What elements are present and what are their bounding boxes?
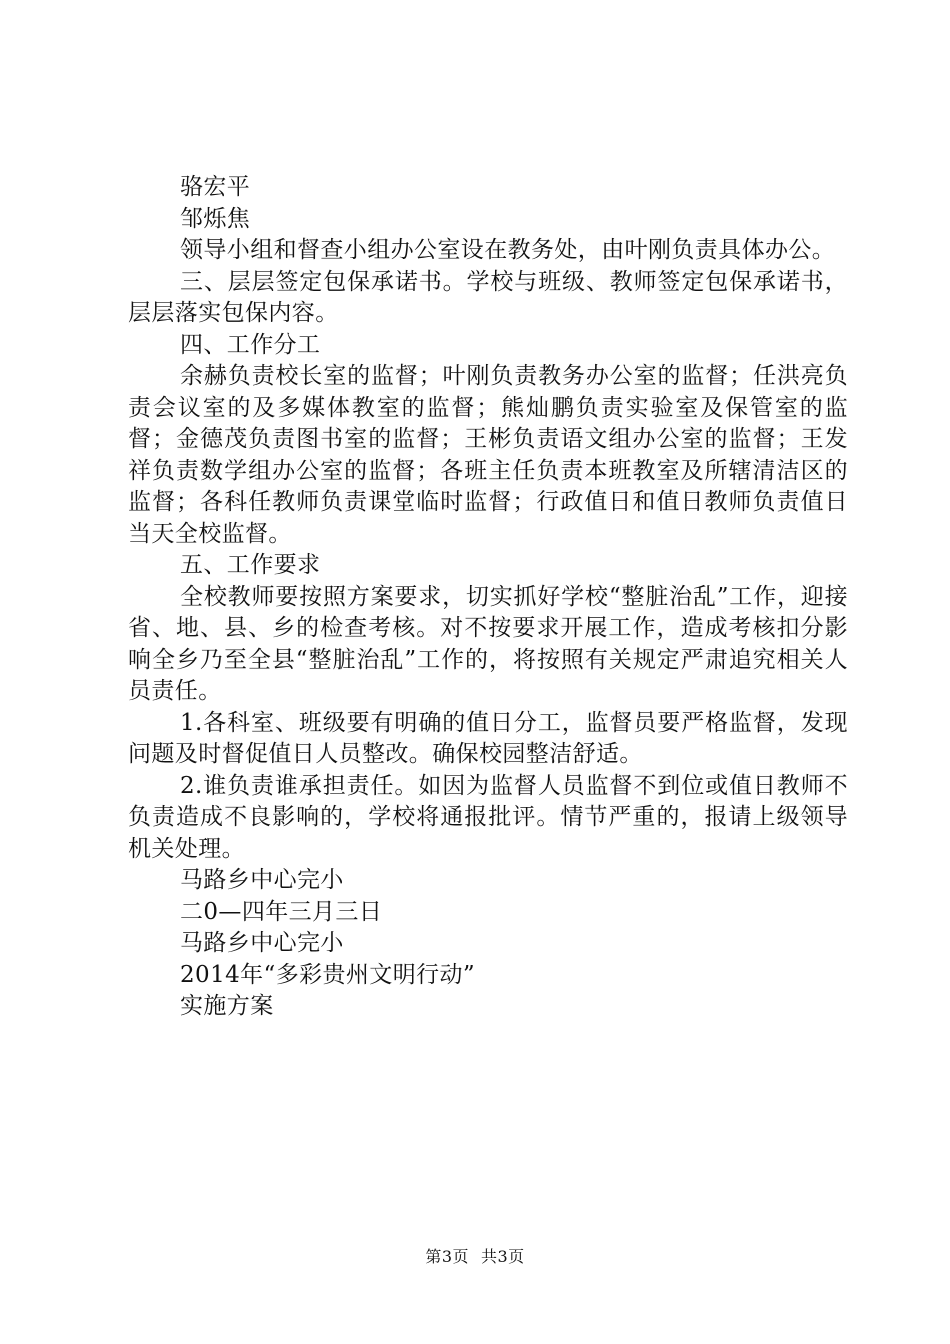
paragraph-requirement-1: 1.各科室、班级要有明确的值日分工，监督员要严格监督，发现问题及时督促值日人员整改。确保校园整洁舒适。: [128, 709, 848, 767]
page-number-current: 第3页: [425, 1247, 469, 1266]
signature-school: 马路乡中心完小: [180, 867, 344, 893]
paragraph-division-of-work: 余赫负责校长室的监督；叶刚负责教务办公室的监督；任洪亮负责会议室的及多媒体教室的监督；熊灿鹏负责实验室及保管室的监督；金德茂负责图书室的监督；王彬负责语文组办公室的监督；王发祥负责数学组办公室的监督；各班主任负责本班教室及所辖清洁区的监督；各科任教师负责课堂临时监督；行政值日和值日教师负责值日当天全校监督。: [128, 363, 848, 547]
paragraph-requirements: 全校教师要按照方案要求，切实抓好学校“整脏治乱”工作，迎接省、地、县、乡的检查考核。对不按要求开展工作，造成考核扣分影响全乡乃至全县“整脏治乱”工作的，将按照有关规定严肃追究相关人员责任。: [128, 583, 848, 704]
paragraph-section-3: 三、层层签定包保承诺书。学校与班级、教师签定包保承诺书，层层落实包保内容。: [128, 268, 848, 326]
page-number-total: 共3页: [481, 1247, 525, 1266]
next-title-plan: 实施方案: [180, 993, 274, 1019]
page-footer: [0, 1244, 950, 1267]
paragraph-name-2: 邹烁焦: [180, 205, 251, 232]
document-body: [128, 172, 848, 1023]
paragraph-requirement-2: 2.谁负责谁承担责任。如因为监督人员监督不到位或值日教师不负责造成不良影响的，学校将通报批评。情节严重的，报请上级领导机关处理。: [128, 772, 848, 862]
paragraph-name-1: 骆宏平: [180, 174, 251, 200]
heading-section-4: 四、工作分工: [180, 331, 321, 358]
next-title-campaign: 2014年“多彩贵州文明行动”: [180, 961, 476, 988]
paragraph-office: 领导小组和督查小组办公室设在教务处，由叶刚负责具体办公。: [180, 237, 836, 263]
signature-date: 二0—四年三月三日: [180, 898, 383, 925]
next-title-school: 马路乡中心完小: [180, 930, 344, 956]
heading-section-5: 五、工作要求: [180, 552, 321, 578]
